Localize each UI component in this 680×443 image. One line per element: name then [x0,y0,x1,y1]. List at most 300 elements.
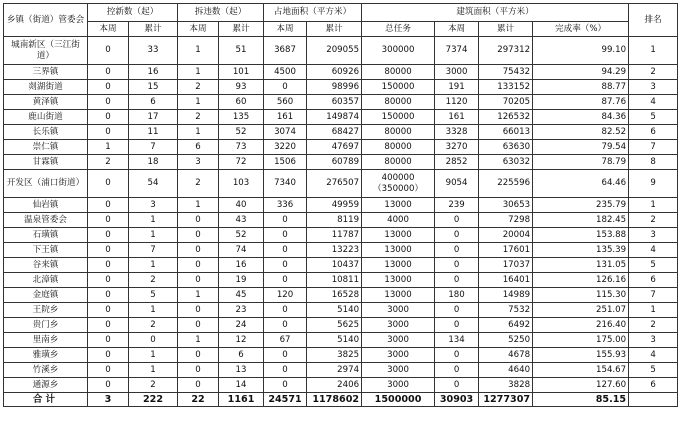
rank-cell: 6 [629,273,678,288]
land-week-cell: 0 [264,213,307,228]
table-row [4,110,678,125]
table-row [4,378,678,393]
total-row [4,393,678,407]
town-name-cell: 长乐镇 [4,125,88,140]
town-name-cell: 剡湖街道 [4,80,88,95]
header-completion-rate: 完成率（%） [533,22,629,37]
land-cum-cell: 3825 [307,348,362,363]
rank-cell: 1 [629,198,678,213]
completion-rate-cell: 127.60 [533,378,629,393]
town-name-cell: 贵门乡 [4,318,88,333]
build-cum-cell: 63630 [479,140,533,155]
total-task-cell: 80000 [362,155,435,170]
demolish-cum-cell: 103 [219,170,264,198]
rank-cell: 8 [629,155,678,170]
table-row [4,155,678,170]
build-week-cell: 239 [435,198,479,213]
build-week-cell: 0 [435,213,479,228]
table-row [4,243,678,258]
table-row [4,303,678,318]
rank-cell: 6 [629,378,678,393]
build-cum-cell: 17037 [479,258,533,273]
completion-rate-cell: 78.79 [533,155,629,170]
town-name-cell: 三界镇 [4,65,88,80]
header-demolish-group: 拆违数（起） [178,4,264,22]
curb-cum-cell: 1 [129,228,178,243]
demolish-week-cell: 1 [178,333,219,348]
rank-cell: 7 [629,288,678,303]
land-week-cell: 0 [264,363,307,378]
curb-cum-cell: 15 [129,80,178,95]
demolish-week-cell: 0 [178,258,219,273]
total-task-cell: 4000 [362,213,435,228]
completion-rate-cell: 115.30 [533,288,629,303]
header-curb-cum: 累计 [129,22,178,37]
build-week-cell: 1120 [435,95,479,110]
curb-cum-cell: 2 [129,378,178,393]
demolish-week-cell: 3 [178,155,219,170]
build-week-cell: 9054 [435,170,479,198]
rank-cell: 2 [629,65,678,80]
land-cum-cell: 2974 [307,363,362,378]
total-task-cell: 80000 [362,125,435,140]
total-task-cell: 150000 [362,110,435,125]
table-row [4,213,678,228]
curb-week-cell: 1 [88,140,129,155]
land-week-cell: 0 [264,80,307,95]
land-week-cell: 67 [264,333,307,348]
land-cum-cell: 5625 [307,318,362,333]
curb-week-cell: 0 [88,228,129,243]
curb-cum-cell: 3 [129,198,178,213]
town-name-cell: 甘霖镇 [4,155,88,170]
completion-rate-cell: 182.45 [533,213,629,228]
town-name-cell: 开发区（浦口街道） [4,170,88,198]
curb-week-cell: 0 [88,348,129,363]
table-row [4,228,678,243]
header-total-task: 总任务 [362,22,435,37]
curb-cum-cell: 5 [129,288,178,303]
demolish-week-cell: 1 [178,37,219,65]
curb-week-cell: 0 [88,80,129,95]
curb-week-cell: 0 [88,288,129,303]
header-rank: 排名 [629,4,678,37]
town-name-cell: 崇仁镇 [4,140,88,155]
total-label: 合计 [4,393,88,407]
build-cum-cell: 7298 [479,213,533,228]
land-cum-cell: 5140 [307,303,362,318]
land-cum-cell: 10811 [307,273,362,288]
total-task-cell: 150000 [362,80,435,95]
total-build-week-cell: 30903 [435,393,479,407]
total-task-cell: 3000 [362,303,435,318]
rank-cell: 5 [629,363,678,378]
land-cum-cell: 149874 [307,110,362,125]
curb-cum-cell: 2 [129,273,178,288]
demolish-week-cell: 1 [178,198,219,213]
table-row [4,333,678,348]
curb-cum-cell: 1 [129,213,178,228]
land-week-cell: 161 [264,110,307,125]
land-week-cell: 0 [264,273,307,288]
build-week-cell: 3328 [435,125,479,140]
table-row [4,95,678,110]
rank-cell: 7 [629,140,678,155]
curb-week-cell: 0 [88,65,129,80]
demolish-cum-cell: 135 [219,110,264,125]
rank-cell: 2 [629,213,678,228]
land-cum-cell: 60789 [307,155,362,170]
land-week-cell: 0 [264,378,307,393]
demolish-cum-cell: 51 [219,37,264,65]
build-week-cell: 134 [435,333,479,348]
build-cum-cell: 4640 [479,363,533,378]
land-cum-cell: 47697 [307,140,362,155]
build-cum-cell: 4678 [479,348,533,363]
demolish-week-cell: 1 [178,65,219,80]
demolish-week-cell: 0 [178,228,219,243]
build-cum-cell: 297312 [479,37,533,65]
curb-week-cell: 0 [88,303,129,318]
land-week-cell: 120 [264,288,307,303]
land-week-cell: 0 [264,228,307,243]
curb-cum-cell: 11 [129,125,178,140]
demolish-week-cell: 0 [178,273,219,288]
land-week-cell: 0 [264,348,307,363]
total-task-cell: 3000 [362,318,435,333]
land-week-cell: 0 [264,303,307,318]
completion-rate-cell: 153.88 [533,228,629,243]
land-week-cell: 4500 [264,65,307,80]
total-task-cell: 13000 [362,258,435,273]
header-town: 乡镇（街道）管委会 [4,4,88,37]
completion-rate-cell: 64.46 [533,170,629,198]
header-curb-group: 控新数（起） [88,4,178,22]
demolish-cum-cell: 16 [219,258,264,273]
completion-rate-cell: 79.54 [533,140,629,155]
curb-week-cell: 0 [88,95,129,110]
build-week-cell: 0 [435,303,479,318]
build-week-cell: 2852 [435,155,479,170]
completion-rate-cell: 126.16 [533,273,629,288]
header-demolish-cum: 累计 [219,22,264,37]
curb-cum-cell: 0 [129,333,178,348]
land-week-cell: 7340 [264,170,307,198]
demolish-cum-cell: 73 [219,140,264,155]
curb-cum-cell: 1 [129,258,178,273]
total-task-cell: 13000 [362,198,435,213]
land-cum-cell: 5140 [307,333,362,348]
land-week-cell: 0 [264,258,307,273]
table-row [4,198,678,213]
curb-week-cell: 0 [88,273,129,288]
town-name-cell: 金庭镇 [4,288,88,303]
total-curb-cum-cell: 222 [129,393,178,407]
build-cum-cell: 66013 [479,125,533,140]
total-curb-week-cell: 3 [88,393,129,407]
build-week-cell: 0 [435,363,479,378]
total-task-cell: 13000 [362,243,435,258]
demolish-cum-cell: 19 [219,273,264,288]
land-cum-cell: 13223 [307,243,362,258]
rank-cell: 1 [629,303,678,318]
curb-cum-cell: 7 [129,140,178,155]
build-week-cell: 3000 [435,65,479,80]
curb-week-cell: 0 [88,378,129,393]
build-week-cell: 191 [435,80,479,95]
header-land-group: 占地面积（平方米） [264,4,362,22]
build-week-cell: 0 [435,228,479,243]
rank-cell: 3 [629,333,678,348]
land-week-cell: 3220 [264,140,307,155]
completion-rate-cell: 87.76 [533,95,629,110]
total-task-cell: 13000 [362,288,435,303]
land-cum-cell: 2406 [307,378,362,393]
curb-week-cell: 0 [88,170,129,198]
curb-cum-cell: 1 [129,348,178,363]
total-task-cell: 80000 [362,95,435,110]
completion-rate-cell: 155.93 [533,348,629,363]
demolish-week-cell: 0 [178,378,219,393]
build-cum-cell: 7532 [479,303,533,318]
town-name-cell: 里南乡 [4,333,88,348]
demolish-cum-cell: 101 [219,65,264,80]
build-cum-cell: 16401 [479,273,533,288]
header-build-week: 本周 [435,22,479,37]
total-task-cell: 13000 [362,273,435,288]
curb-week-cell: 0 [88,333,129,348]
completion-rate-cell: 99.10 [533,37,629,65]
build-cum-cell: 30653 [479,198,533,213]
total-land-week-cell: 24571 [264,393,307,407]
curb-week-cell: 0 [88,37,129,65]
table-row [4,37,678,65]
demolish-cum-cell: 45 [219,288,264,303]
demolish-cum-cell: 93 [219,80,264,95]
rank-cell: 5 [629,258,678,273]
curb-cum-cell: 7 [129,243,178,258]
table-row [4,65,678,80]
completion-rate-cell: 175.00 [533,333,629,348]
rank-cell: 4 [629,348,678,363]
land-cum-cell: 8119 [307,213,362,228]
land-cum-cell: 10437 [307,258,362,273]
demolish-cum-cell: 23 [219,303,264,318]
town-name-cell: 竹溪乡 [4,363,88,378]
build-cum-cell: 20004 [479,228,533,243]
town-name-cell: 温泉管委会 [4,213,88,228]
town-name-cell: 北漳镇 [4,273,88,288]
build-week-cell: 0 [435,348,479,363]
demolish-week-cell: 2 [178,110,219,125]
rank-cell: 3 [629,80,678,95]
town-name-cell: 雅璜乡 [4,348,88,363]
completion-rate-cell: 216.40 [533,318,629,333]
build-week-cell: 0 [435,378,479,393]
header-row-sub [4,22,678,37]
build-week-cell: 0 [435,258,479,273]
completion-rate-cell: 94.29 [533,65,629,80]
land-week-cell: 560 [264,95,307,110]
completion-rate-cell: 154.67 [533,363,629,378]
rank-cell: 5 [629,110,678,125]
total-build-cum-cell: 1277307 [479,393,533,407]
curb-cum-cell: 6 [129,95,178,110]
demolish-week-cell: 0 [178,363,219,378]
build-week-cell: 161 [435,110,479,125]
total-task-cell: 3000 [362,363,435,378]
demolish-week-cell: 0 [178,303,219,318]
land-week-cell: 336 [264,198,307,213]
completion-rate-cell: 88.77 [533,80,629,95]
demolish-cum-cell: 40 [219,198,264,213]
land-cum-cell: 209055 [307,37,362,65]
demolish-week-cell: 1 [178,288,219,303]
demolish-week-cell: 1 [178,125,219,140]
header-land-week: 本周 [264,22,307,37]
completion-rate-cell: 235.79 [533,198,629,213]
rank-cell: 1 [629,37,678,65]
header-build-cum: 累计 [479,22,533,37]
table-row [4,170,678,198]
build-week-cell: 7374 [435,37,479,65]
rank-cell: 4 [629,243,678,258]
build-cum-cell: 225596 [479,170,533,198]
land-cum-cell: 16528 [307,288,362,303]
table-row [4,125,678,140]
town-name-cell: 下王镇 [4,243,88,258]
build-cum-cell: 75432 [479,65,533,80]
curb-cum-cell: 1 [129,303,178,318]
curb-cum-cell: 17 [129,110,178,125]
completion-rate-cell: 251.07 [533,303,629,318]
total-task-cell: 3000 [362,333,435,348]
demolish-cum-cell: 6 [219,348,264,363]
build-cum-cell: 5250 [479,333,533,348]
rank-cell: 2 [629,318,678,333]
town-name-cell: 鹿山街道 [4,110,88,125]
demolish-week-cell: 0 [178,243,219,258]
curb-week-cell: 0 [88,243,129,258]
build-week-cell: 0 [435,318,479,333]
total-task-cell: 3000 [362,378,435,393]
table-row [4,363,678,378]
curb-cum-cell: 33 [129,37,178,65]
land-week-cell: 0 [264,318,307,333]
header-curb-week: 本周 [88,22,129,37]
build-cum-cell: 70205 [479,95,533,110]
demolish-cum-cell: 72 [219,155,264,170]
table-row [4,288,678,303]
demolish-cum-cell: 14 [219,378,264,393]
land-week-cell: 1506 [264,155,307,170]
rank-cell: 6 [629,125,678,140]
demolish-cum-cell: 43 [219,213,264,228]
total-task-cell: 300000 [362,37,435,65]
total-total-task-cell: 1500000 [362,393,435,407]
town-name-cell: 城南新区（三江街道） [4,37,88,65]
build-cum-cell: 63032 [479,155,533,170]
rank-cell: 4 [629,95,678,110]
curb-week-cell: 0 [88,363,129,378]
land-cum-cell: 11787 [307,228,362,243]
rank-cell: 3 [629,228,678,243]
demolish-week-cell: 1 [178,95,219,110]
land-week-cell: 0 [264,243,307,258]
header-row-top [4,4,678,22]
demolish-week-cell: 0 [178,318,219,333]
demolish-cum-cell: 12 [219,333,264,348]
demolish-cum-cell: 13 [219,363,264,378]
town-name-cell: 黄泽镇 [4,95,88,110]
curb-cum-cell: 54 [129,170,178,198]
build-week-cell: 0 [435,273,479,288]
build-cum-cell: 17601 [479,243,533,258]
build-week-cell: 180 [435,288,479,303]
total-completion-rate-cell: 85.15 [533,393,629,407]
demolish-week-cell: 0 [178,213,219,228]
land-cum-cell: 98996 [307,80,362,95]
demolish-cum-cell: 24 [219,318,264,333]
land-cum-cell: 276507 [307,170,362,198]
total-demolish-cum-cell: 1161 [219,393,264,407]
demolish-week-cell: 6 [178,140,219,155]
town-name-cell: 谷来镇 [4,258,88,273]
curb-week-cell: 0 [88,213,129,228]
build-cum-cell: 6492 [479,318,533,333]
curb-cum-cell: 2 [129,318,178,333]
land-cum-cell: 49959 [307,198,362,213]
demolish-week-cell: 2 [178,170,219,198]
table-row [4,273,678,288]
total-task-cell: 80000 [362,65,435,80]
table-row [4,258,678,273]
table-row [4,80,678,95]
table-row [4,348,678,363]
land-cum-cell: 60926 [307,65,362,80]
curb-cum-cell: 16 [129,65,178,80]
town-name-cell: 仙岩镇 [4,198,88,213]
demolish-week-cell: 2 [178,80,219,95]
total-task-cell: 3000 [362,348,435,363]
demolish-cum-cell: 52 [219,228,264,243]
demolish-cum-cell: 74 [219,243,264,258]
total-land-cum-cell: 1178602 [307,393,362,407]
build-week-cell: 0 [435,243,479,258]
total-rank-cell [629,393,678,407]
curb-week-cell: 0 [88,318,129,333]
total-demolish-week-cell: 22 [178,393,219,407]
curb-week-cell: 2 [88,155,129,170]
header-land-cum: 累计 [307,22,362,37]
header-demolish-week: 本周 [178,22,219,37]
build-cum-cell: 126532 [479,110,533,125]
town-name-cell: 石璜镇 [4,228,88,243]
header-build-group: 建筑面积（平方米） [362,4,629,22]
completion-rate-cell: 82.52 [533,125,629,140]
build-week-cell: 3270 [435,140,479,155]
curb-week-cell: 0 [88,258,129,273]
table-row [4,318,678,333]
completion-rate-cell: 84.36 [533,110,629,125]
table-row [4,140,678,155]
total-task-cell: 13000 [362,228,435,243]
curb-cum-cell: 18 [129,155,178,170]
curb-week-cell: 0 [88,110,129,125]
rank-cell: 9 [629,170,678,198]
total-task-cell: 80000 [362,140,435,155]
build-cum-cell: 14989 [479,288,533,303]
